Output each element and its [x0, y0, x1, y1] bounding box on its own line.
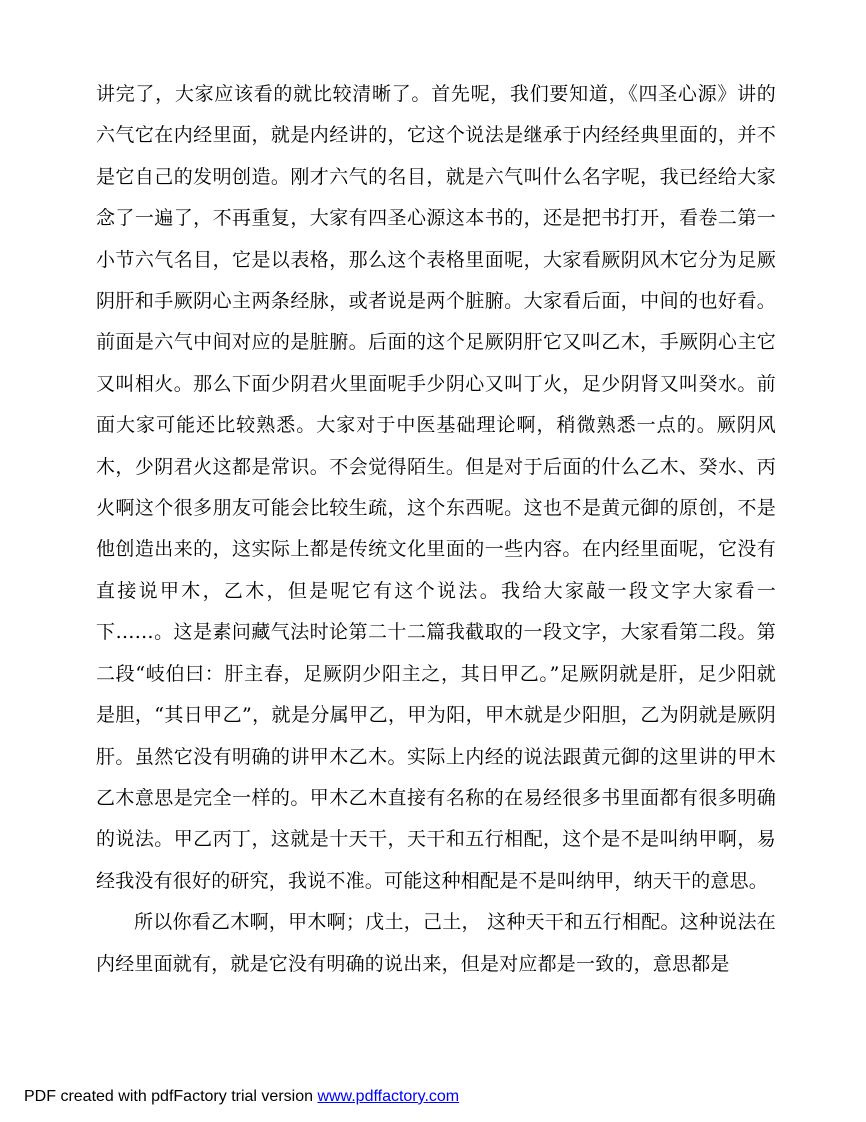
pdffactory-link[interactable]: www.pdffactory.com: [317, 1088, 460, 1105]
paragraph-2: 所以你看乙木啊，甲木啊；戊土，己土， 这种天干和五行相配。这种说法在内经里面就有，就是它没有明确的说出来，但是对应都是一致的，意思都是: [96, 911, 776, 975]
pdf-watermark-footer: [24, 1088, 459, 1106]
footer-text: PDF created with pdfFactory trial version: [24, 1088, 318, 1105]
document-body: [96, 74, 776, 985]
paragraph-1: 讲完了，大家应该看的就比较清晰了。首先呢，我们要知道，《四圣心源》讲的六气它在内经里面，就是内经讲的，它这个说法是继承于内经经典里面的，并不是它自己的发明创造。刚才六气的名目，就是六气叫什么名字呢，我已经给大家念了一遍了，不再重复，大家有四圣心源这本书的，还是把书打开，看卷二第一小节六气名目，它是以表格，那么这个表格里面呢，大家看厥阴风木它分为足厥阴肝和手厥阴心主两条经脉，或者说是两个脏腑。大家看后面，中间的也好看。前面是六气中间对应的是脏腑。后面的这个足厥阴肝它又叫乙木，手厥阴心主它又叫相火。那么下面少阴君火里面呢手少阴心又叫丁火，足少阴肾又叫癸水。前面大家可能还比较熟悉。大家对于中医基础理论啊，稍微熟悉一点的。厥阴风木，少阴君火这都是常识。不会觉得陌生。但是对于后面的什么乙木、癸水、丙火啊这个很多朋友可能会比较生疏，这个东西呢。这也不是黄元御的原创，不是他创造出来的，这实际上都是传统文化里面的一些内容。在内经里面呢，它没有直接说甲木，乙木，但是呢它有这个说法。我给大家敲一段文字大家看一下……。这是素问藏气法时论第二十二篇我截取的一段文字，大家看第二段。第二段“岐伯曰：肝主春，足厥阴少阳主之，其日甲乙。”足厥阴就是肝，足少阳就是胆，“其日甲乙”，就是分属甲乙，甲为阳，甲木就是少阳胆，乙为阴就是厥阴肝。虽然它没有明确的讲甲木乙木。实际上内经的说法跟黄元御的这里讲的甲木乙木意思是完全一样的。甲木乙木直接有名称的在易经很多书里面都有很多明确的说法。甲乙丙丁，这就是十天干，天干和五行相配，这个是不是叫纳甲啊，易经我没有很好的研究，我说不准。可能这种相配是不是叫纳甲，纳天干的意思。: [96, 83, 776, 892]
